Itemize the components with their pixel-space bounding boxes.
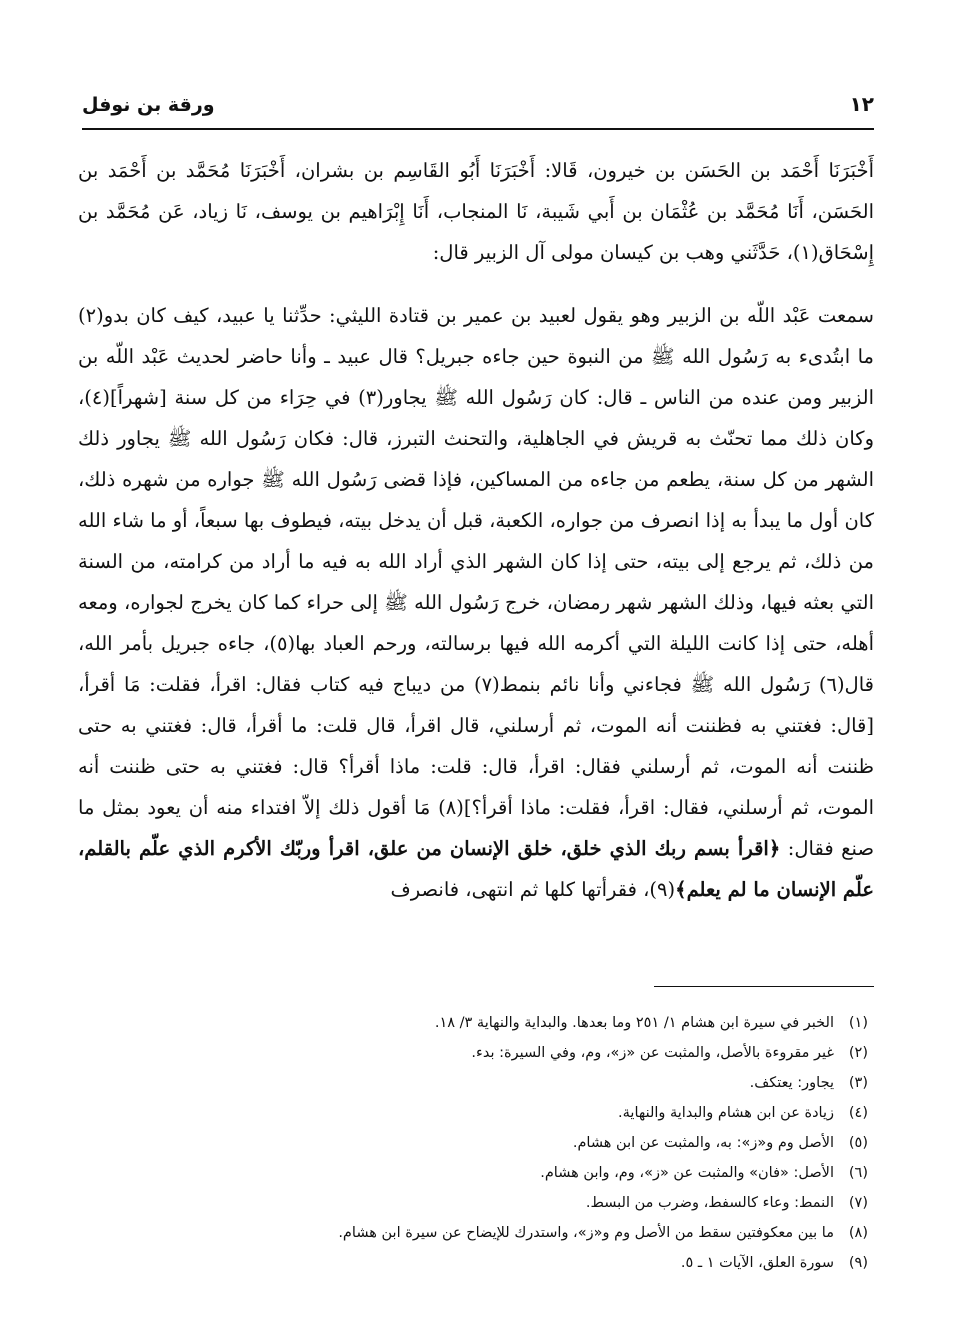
footnote-item: [82, 1218, 868, 1248]
footnote-item: [82, 1128, 868, 1158]
footnote-number: (١): [848, 1015, 868, 1031]
footnote-text: يجاور: يعتكف.: [749, 1075, 834, 1091]
footnote-text: الخبر في سيرة ابن هشام ١/ ٢٥١ وما بعدها. والبداية والنهاية ٣/ ١٨.: [434, 1015, 834, 1031]
narration-tail-text: (٩)، فقرأتها كلها ثم انتهى، فانصرف: [390, 878, 676, 901]
footnote-number: (٧): [848, 1195, 868, 1211]
footnote-item: [82, 1098, 868, 1128]
footnote-item: [82, 1068, 868, 1098]
narration-main-text: سمعت عَبْد اللّه بن الزبير وهو يقول لعبيد بن عمير بن قتادة الليثي: حدِّثنا يا عبيد، كيف كان بدو(٢) ما ابتُدىء به رَسُول الله ﷺ من النبوة حين جاءه جبريل؟ قال عبيد ـ وأنا حاضر لحديث عَبْد اللّه بن الزبير ومن عنده من الناس ـ قال: كان رَسُول الله ﷺ يجاور(٣) في حِرَاء من كل سنة [شهراً](٤)، وكان ذلك مما تحنّث به قريش في الجاهلية، والتحنث التبرز، قال: فكان رَسُول الله ﷺ يجاور ذلك الشهر من كل سنة، يطعم من جاءه من المساكين، فإذا قضى رَسُول الله ﷺ جواره من شهره ذلك، كان أول ما يبدأ به إذا انصرف من جواره، الكعبة، قبل أن يدخل بيته، فيطوف بها سبعاً، أو ما شاء الله من ذلك، ثم يرجع إلى بيته، حتى إذا كان الشهر الذي أراد الله به فيه ما أراد من كرامته، من السنة التي بعثه فيها، وذلك الشهر شهر رمضان، خرج رَسُول الله ﷺ إلى حراء كما كان يخرج لجواره، ومعه أهله، حتى إذا كانت الليلة التي أكرمه الله فيها برسالته، ورحم العباد بها(٥)، جاءه جبريل بأمر الله، قال(٦) رَسُول الله ﷺ فجاءني وأنا نائم بنمط(٧) من ديباج فيه كتاب فقال: اقرأ، فقلت: مَا أقرأ، [قال: فغتني به فظننت أنه الموت، ثم أرسلني، قال اقرأ، قال قلت: ما أقرأ، قال: فغتني به حتى ظننت أنه الموت، ثم أرسلني فقال: اقرأ، قال: قلت: ماذا أقرأ؟ قال: فغتني به حتى ظننت أنه الموت، ثم أرسلني، فقال: اقرأ، فقلت: ماذا أقرأ؟](٨) مَا أقول ذلك إلاّ افتداء منه أن يعود بمثل ما صنع فقال:: [78, 304, 875, 860]
footnote-number: (٩): [848, 1255, 868, 1271]
page-header: [82, 88, 874, 130]
footnote-text: زيادة عن ابن هشام والبداية والنهاية.: [618, 1105, 834, 1121]
footnote-text: ما بين معكوفتين سقط من الأصل وم و«ز»، واستدرك للإيضاح عن سيرة ابن هشام.: [338, 1225, 834, 1241]
isnad-paragraph: أَخْبَرَنَا أَحْمَد بن الحَسَن بن خيرون، قَالا: أَخْبَرَنَا أَبُو القَاسِم بن بشران، أَخْبَرَنَا مُحَمَّد بن أَحْمَد بن الحَسَن، أَنَا مُحَمَّد بن عُثْمَان بن أَبي شَيبة، نَا المنجاب، أَنَا إِبْرَاهيم بن يوسف، نَا زياد، عَن مُحَمَّد بن إِسْحَاق(١)، حَدَّثَني وهب بن كيسان مولى آل الزبير قال:: [78, 159, 874, 264]
footnote-item: [82, 1158, 868, 1188]
main-text: [78, 150, 874, 910]
footnote-item: [82, 1248, 868, 1278]
footnote-item: [82, 1188, 868, 1218]
footnotes-list: [82, 1008, 868, 1278]
footnote-number: (٤): [848, 1105, 868, 1121]
footnote-divider: [654, 986, 874, 987]
page-number: ١٢: [849, 92, 874, 116]
footnote-item: [82, 1038, 868, 1068]
book-title: ورقة بن نوفل: [82, 94, 215, 116]
footnote-number: (٢): [848, 1045, 868, 1061]
footnote-number: (٦): [848, 1165, 868, 1181]
footnote-text: الأصل وم و«ز»: به، والمثبت عن ابن هشام.: [572, 1135, 834, 1151]
footnote-number: (٣): [848, 1075, 868, 1091]
footnote-text: سورة العلق، الآيات ١ ـ ٥.: [680, 1255, 834, 1271]
footnote-number: (٨): [848, 1225, 868, 1241]
footnote-text: النمط: وعاء كالسفط، وضرب من البسط.: [585, 1195, 834, 1211]
narration-paragraph: [78, 295, 874, 910]
footnote-text: غير مقروءة بالأصل، والمثبت عن «ز»، وم، وفي السيرة: بدء.: [471, 1045, 834, 1061]
footnote-text: الأصل: «فان» والمثبت عن «ز»، وم، وابن هشام.: [540, 1165, 834, 1181]
footnote-number: (٥): [848, 1135, 868, 1151]
quran-quote: ﴿اقرأ بسم ربك الذي خلق، خلق الإنسان من علق، اقرأ وربّك الأكرم الذي علّم بالقلم، علّم الإنسان ما لم يعلم﴾: [78, 837, 874, 901]
footnote-item: [82, 1008, 868, 1038]
